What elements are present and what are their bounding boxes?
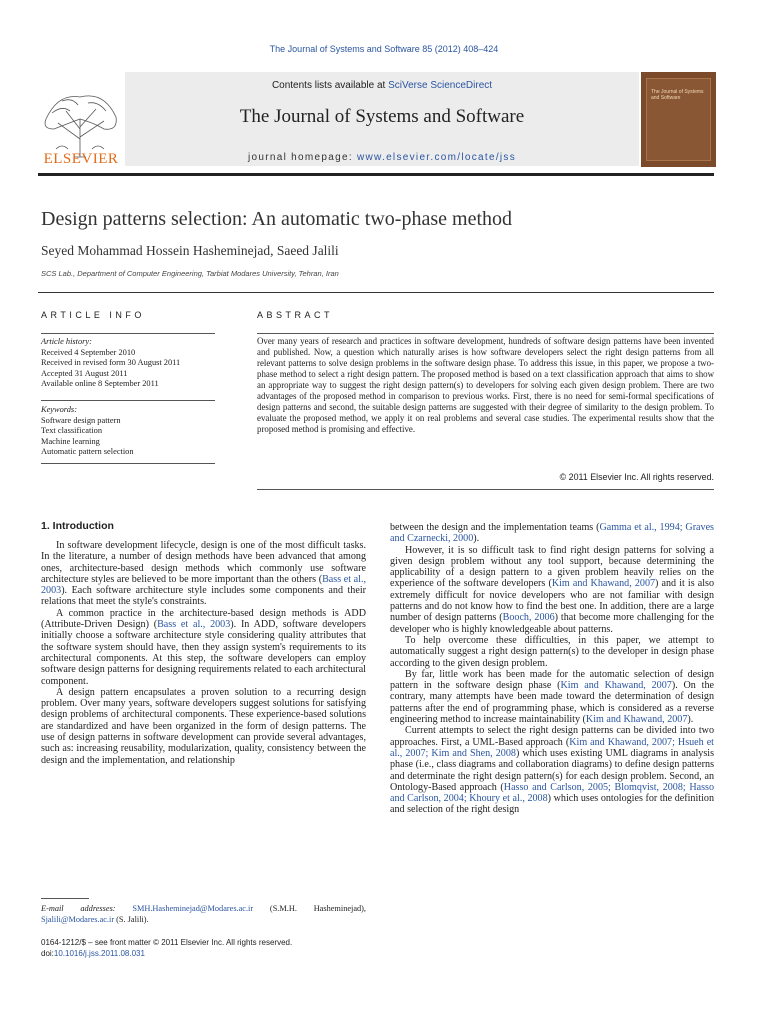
header-rule — [38, 173, 714, 176]
history-item: Available online 8 September 2011 — [41, 379, 159, 389]
text: ). On the contrary, many attempts have been made toward the determination of design patterns after the end of programming phase, which is considered as a reverse engineering method to increase maintainability ( — [390, 680, 714, 726]
text: ). Each software architecture style includes some components and their relations that meet the style's constraints. — [41, 585, 366, 608]
homepage-prefix: journal homepage: — [247, 152, 357, 163]
keywords — [41, 405, 215, 458]
elsevier-wordmark: ELSEVIER — [43, 151, 119, 167]
text: ) and it is also extremely difficult for novice developers who are not familiar with design patterns and do not know how to find the best one. In addition, there are a large number of design patterns ( — [390, 578, 714, 624]
cover-inner — [646, 78, 711, 161]
keywords-label: Keywords: — [41, 405, 77, 414]
body-column-right — [390, 522, 714, 816]
journal-homepage — [125, 152, 639, 163]
text: However, it is so difficult task to find right design patterns for solving a given design problem without any tool support, because determining the applicability of a design pattern to a given problem heavily relies on the experience of the software developers ( — [390, 544, 714, 590]
citation-link[interactable]: Kim and Khawand, 2007 — [560, 680, 672, 692]
article-title: Design patterns selection: An automatic two-phase method — [41, 208, 512, 230]
keyword: Software design pattern — [41, 415, 121, 425]
citation-link[interactable]: Bass et al., 2003 — [157, 619, 231, 631]
author-affiliation: SCS Lab., Department of Computer Engineering, Tarbiat Modares University, Tehran, Iran — [41, 269, 339, 278]
doi-link[interactable]: 10.1016/j.jss.2011.08.031 — [53, 949, 145, 958]
paragraph — [390, 669, 714, 725]
keyword: Automatic pattern selection — [41, 447, 134, 457]
body-column-left — [41, 540, 366, 766]
paragraph — [41, 687, 366, 766]
keyword: Machine learning — [41, 436, 100, 446]
text: ) that become more challenging for the developer who is highly knowledgeable about patterns. — [390, 612, 714, 635]
footnote-name: (S. Jalili). — [114, 915, 149, 924]
doi-line — [41, 948, 366, 959]
email-link[interactable]: Sjalili@Modares.ac.ir — [41, 915, 115, 924]
paragraph — [41, 540, 366, 608]
article-history — [41, 337, 215, 390]
history-item: Received 4 September 2010 — [41, 347, 136, 357]
abstract-copyright: © 2011 Elsevier Inc. All rights reserved. — [559, 472, 714, 482]
text: ). In ADD, software developers initially choose a software architecture style considering quality attributes that the software system should have, then they assign system's requirements to its architectural components. At this step, the software developers can employ software design patterns for designing requirements related to each architectural component. — [41, 619, 366, 687]
section-heading: 1. Introduction — [41, 520, 114, 532]
history-label: Article history: — [41, 337, 92, 346]
email-link[interactable]: SMH.Hasheminejad@Modares.ac.ir — [132, 904, 254, 913]
citation-link[interactable]: Booch, 2006 — [502, 612, 555, 624]
citation-link[interactable]: Bass et al., 2003 — [41, 573, 367, 597]
article-info-rule — [41, 333, 215, 334]
text: ) which uses existing UML diagrams in analysis phase (i.e., class diagrams and collaboration diagrams) to define design patterns and determinate the right design pattern(s) for each design problem. Second, an Ontology-Based approach ( — [390, 747, 714, 793]
cover-title: The Journal of Systems and Software — [651, 89, 704, 101]
article-info-rule — [41, 463, 215, 464]
text: A common practice in the architecture-based design methods is ADD (Attribute-Driven Design) ( — [41, 607, 366, 631]
text: In software development lifecycle, design is one of the most difficult tasks. In the literature, a number of design methods have been advanced that among ones, architecture-based design methods which commonly use software architecture styles are believed to be more important than the others ( — [41, 540, 366, 585]
abstract-rule — [257, 489, 714, 490]
text: A design pattern encapsulates a proven solution to a recurring design problem. Over many years, software developers suggest solutions for satisfying design problems of architectural components. These experience-based solutions are standardized and have been organized in the form of design patterns. The use of design patterns in software development can provide several advantages, such as: increasing reusability, modularization, quality, consistency between the design and the implementation, and relationship — [41, 686, 366, 766]
text: ). — [473, 533, 480, 545]
abstract-rule — [257, 333, 714, 334]
text: By far, little work has been made for the automatic selection of design pattern in the software design phase ( — [390, 668, 714, 692]
title-rule — [38, 292, 714, 293]
paragraph — [390, 545, 714, 635]
abstract-text: Over many years of research and practices in software development, hundreds of software design patterns have been invented and published. Now, a question which naturally arises is how software developers select the right design patterns from all relevant patterns to solve design problems in the software design phase. To address this issue, in this paper, we propose a two-phase method to select a right design pattern. The proposed method is based on a text classification approach that aims to show an appropriate way to suggest the right design pattern(s) to developers for solving each given design problem. There are two advantages of the proposed method in comparison to previous works. First, there is no need for semi-formal specifications of design patterns and second, the suitable design patterns are suggested with their degree of similarity to the design problem. To evaluate the proposed method, we apply it on real problems and several case studies. The experimental results show that the proposed method is promising and effective. — [257, 336, 714, 434]
homepage-link[interactable]: www.elsevier.com/locate/jss — [356, 152, 517, 163]
citation-link[interactable]: Kim and Khawand, 2007 — [585, 714, 688, 726]
text: between the design and the implementation teams ( — [390, 522, 600, 533]
footnote — [41, 903, 366, 925]
contents-prefix: Contents lists available at — [271, 80, 389, 91]
article-authors: Seyed Mohammad Hossein Hasheminejad, Saeed Jalili — [41, 243, 339, 258]
history-item: Accepted 31 August 2011 — [41, 368, 128, 378]
paragraph — [41, 608, 366, 687]
citation-link[interactable]: Kim and Khawand, 2007 — [551, 578, 656, 590]
contents-line — [125, 80, 639, 91]
citation-link[interactable]: Hasso and Carlson, 2005; Blomqvist, 2008; Hasso and Carlson, 2004; Khoury et al., 2008 — [390, 781, 714, 805]
paragraph — [390, 522, 714, 545]
citation-link[interactable]: Gamma et al., 1994; Graves and Czarnecki, 2000 — [390, 522, 714, 545]
citation-link[interactable]: Kim and Khawand, 2007; Hsueh et al., 2007; Kim and Shen, 2008 — [390, 736, 714, 759]
text: ). — [687, 714, 694, 726]
text: ) which uses ontologies for the definition and selection of the right design — [390, 793, 714, 816]
journal-name: The Journal of Systems and Software — [239, 106, 525, 127]
footnote-name: (S.M.H. Hasheminejad), — [253, 904, 366, 913]
keyword: Text classification — [41, 426, 103, 436]
history-item: Received in revised form 30 August 2011 — [41, 358, 181, 368]
journal-citation[interactable]: The Journal of Systems and Software 85 (2012) 408–424 — [269, 44, 499, 54]
footnote-label: E-mail addresses: — [41, 904, 133, 913]
abstract-heading: ABSTRACT — [257, 310, 334, 320]
journal-cover-image[interactable] — [641, 72, 716, 167]
paragraph — [390, 725, 714, 815]
issn-line: 0164-1212/$ – see front matter © 2011 Elsevier Inc. All rights reserved. — [41, 938, 293, 947]
page-footer — [41, 937, 366, 959]
paragraph — [390, 635, 714, 669]
footnote-rule — [41, 898, 89, 899]
article-info-rule — [41, 400, 215, 401]
text: Current attempts to select the right design patterns can be divided into two approaches. First, a UML-Based approach ( — [390, 725, 714, 748]
doi-prefix: doi: — [41, 949, 54, 958]
sciencedirect-link[interactable]: SciVerse ScienceDirect — [388, 80, 493, 91]
article-info-heading: ARTICLE INFO — [41, 310, 145, 320]
text: To help overcome these difficulties, in this paper, we attempt to automatically suggest a right design pattern(s) to the developer in design phase according to the given design problem. — [390, 634, 714, 669]
